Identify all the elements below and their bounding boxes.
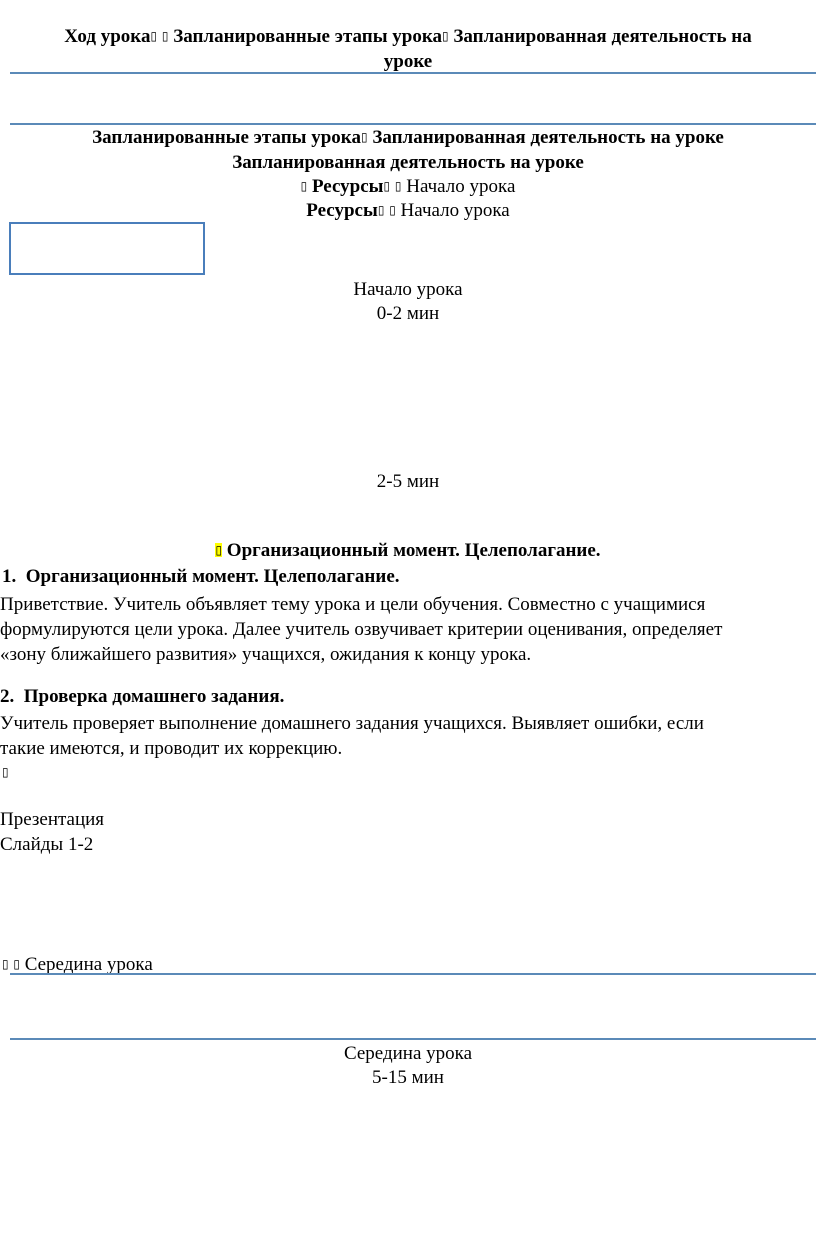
middle-time: 5-15 мин [372,1067,444,1088]
missing-glyph-icon: ▯ [161,29,169,43]
missing-glyph-icon: ▯ [2,765,9,779]
lesson-start-time: 0-2 мин [376,303,440,324]
stages-heading [0,127,816,149]
missing-glyph-icon: ▯ [2,957,9,971]
title-lesson-course: Ход урока [64,26,151,47]
header-rule [10,72,816,74]
section1-line: «зону ближайшего развития» учащихся, ожидания к концу урока. [0,644,532,665]
resources-label: Ресурсы [306,200,378,221]
missing-glyph-icon: ▯ [442,29,449,43]
section2-line: Учитель проверяет выполнение домашнего задания учащихся. Выявляет ошибки, если [0,713,704,734]
lesson-start-title: Начало урока [353,279,463,300]
section1-heading [2,566,400,588]
missing-glyph-icon: ▯ [394,179,402,193]
lesson-start-label: Начало урока [406,176,516,197]
missing-glyph-icon: ▯ [377,203,385,217]
missing-glyph-icon: ▯ [300,179,308,193]
stages-rule [10,123,816,125]
resources-label: Ресурсы [311,176,384,197]
section2-heading [0,686,284,708]
title-planned-activity: Запланированная деятельность на [453,26,752,47]
section1-paragraph [0,592,816,667]
slides-label: Слайды 1-2 [0,834,94,855]
missing-glyph-icon: ▯ [150,29,158,43]
section2-heading-text: Проверка домашнего задания. [23,686,285,707]
missing-glyph-icon: ▯ [389,203,396,217]
stages-label: Запланированные этапы урока [92,127,361,148]
missing-glyph-icon: ▯ [360,130,368,144]
missing-glyph-icon: ▯ [13,957,20,971]
resources-row-1 [0,176,816,198]
section2-number: 2. [0,686,15,707]
title-planned-stages: Запланированные этапы урока [173,26,443,47]
page-title [0,26,816,48]
section2-line: такие имеются, и проводит их коррекцию. [0,738,343,759]
section1-centered-heading [0,540,816,562]
homework-time: 2-5 мин [376,471,440,492]
section2-paragraph [0,711,816,761]
activity-heading: Запланированная деятельность на уроке [232,152,584,173]
middle-marker-label: Середина урока [24,954,153,975]
presentation-label: Презентация [0,809,105,830]
section1-centered-heading-text: Организационный момент. Целеполагание. [226,540,601,561]
middle-rule-1 [10,973,816,975]
empty-frame-box [9,222,205,275]
middle-rule-2 [10,1038,816,1040]
activity-label: Запланированная деятельность на уроке [372,127,724,148]
resources-row-2 [0,200,816,222]
section1-line: формулируются цели урока. Далее учитель озвучивает критерии оценивания, определяет [0,619,723,640]
middle-title: Середина урока [343,1043,473,1064]
section1-number: 1. [2,566,17,587]
section1-line: Приветствие. Учитель объявляет тему урока и цели обучения. Совместно с учащимися [0,594,706,615]
lesson-start-label: Начало урока [400,200,510,221]
highlighted-glyph-icon: ▯ [215,543,223,557]
section1-heading-text: Организационный момент. Целеполагание. [25,566,400,587]
missing-glyph-icon: ▯ [383,179,391,193]
page-title-line2: уроке [383,51,433,72]
